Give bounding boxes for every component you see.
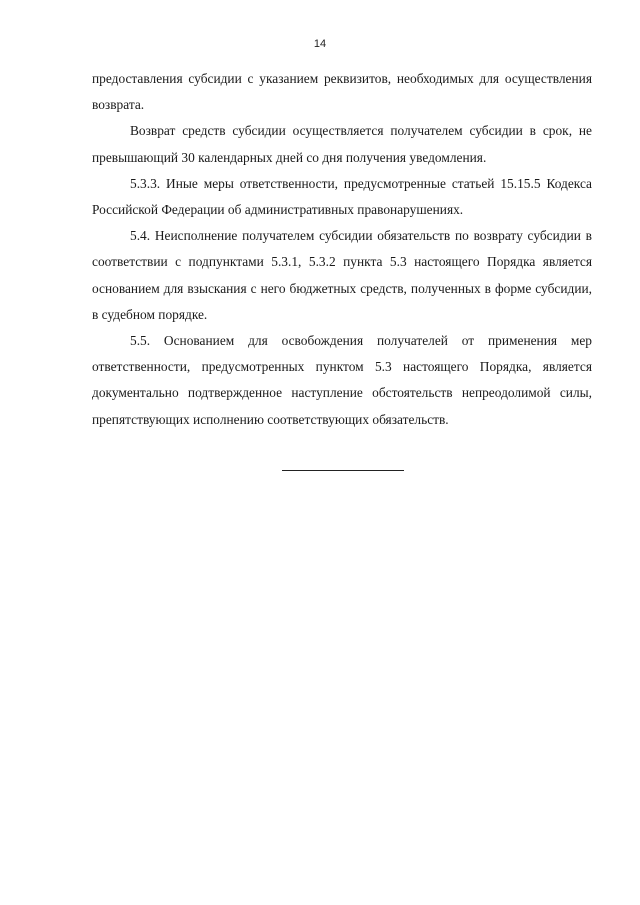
end-of-document-rule	[282, 470, 404, 471]
paragraph-5-3-3: 5.3.3. Иные меры ответственности, предусмотренные статьей 15.15.5 Кодекса Российской Федерации об административных правонарушениях.	[92, 175, 592, 218]
paragraph-5-5: 5.5. Основанием для освобождения получателей от применения мер ответственности, предусмотренных пунктом 5.3 настоящего Порядка, является документально подтвержденное наступление обстоятельств непреодолимой силы, препятствующих исполнению соответствующих обязательств.	[92, 333, 592, 427]
paragraph-return-details: предоставления субсидии с указанием реквизитов, необходимых для осуществления возврата.	[92, 71, 592, 113]
document-body	[92, 66, 592, 433]
paragraph-return-deadline: Возврат средств субсидии осуществляется получателем субсидии в срок, не превышающий 30 календарных дней со дня получения уведомления.	[92, 123, 592, 165]
page-number: 14	[313, 38, 327, 50]
paragraph-5-4: 5.4. Неисполнение получателем субсидии обязательств по возврату субсидии в соответствии с подпунктами 5.3.1, 5.3.2 пункта 5.3 настоящего Порядка является основанием для взыскания с него бюджетных средств, полученных в форме субсидии, в судебном порядке.	[92, 228, 592, 322]
